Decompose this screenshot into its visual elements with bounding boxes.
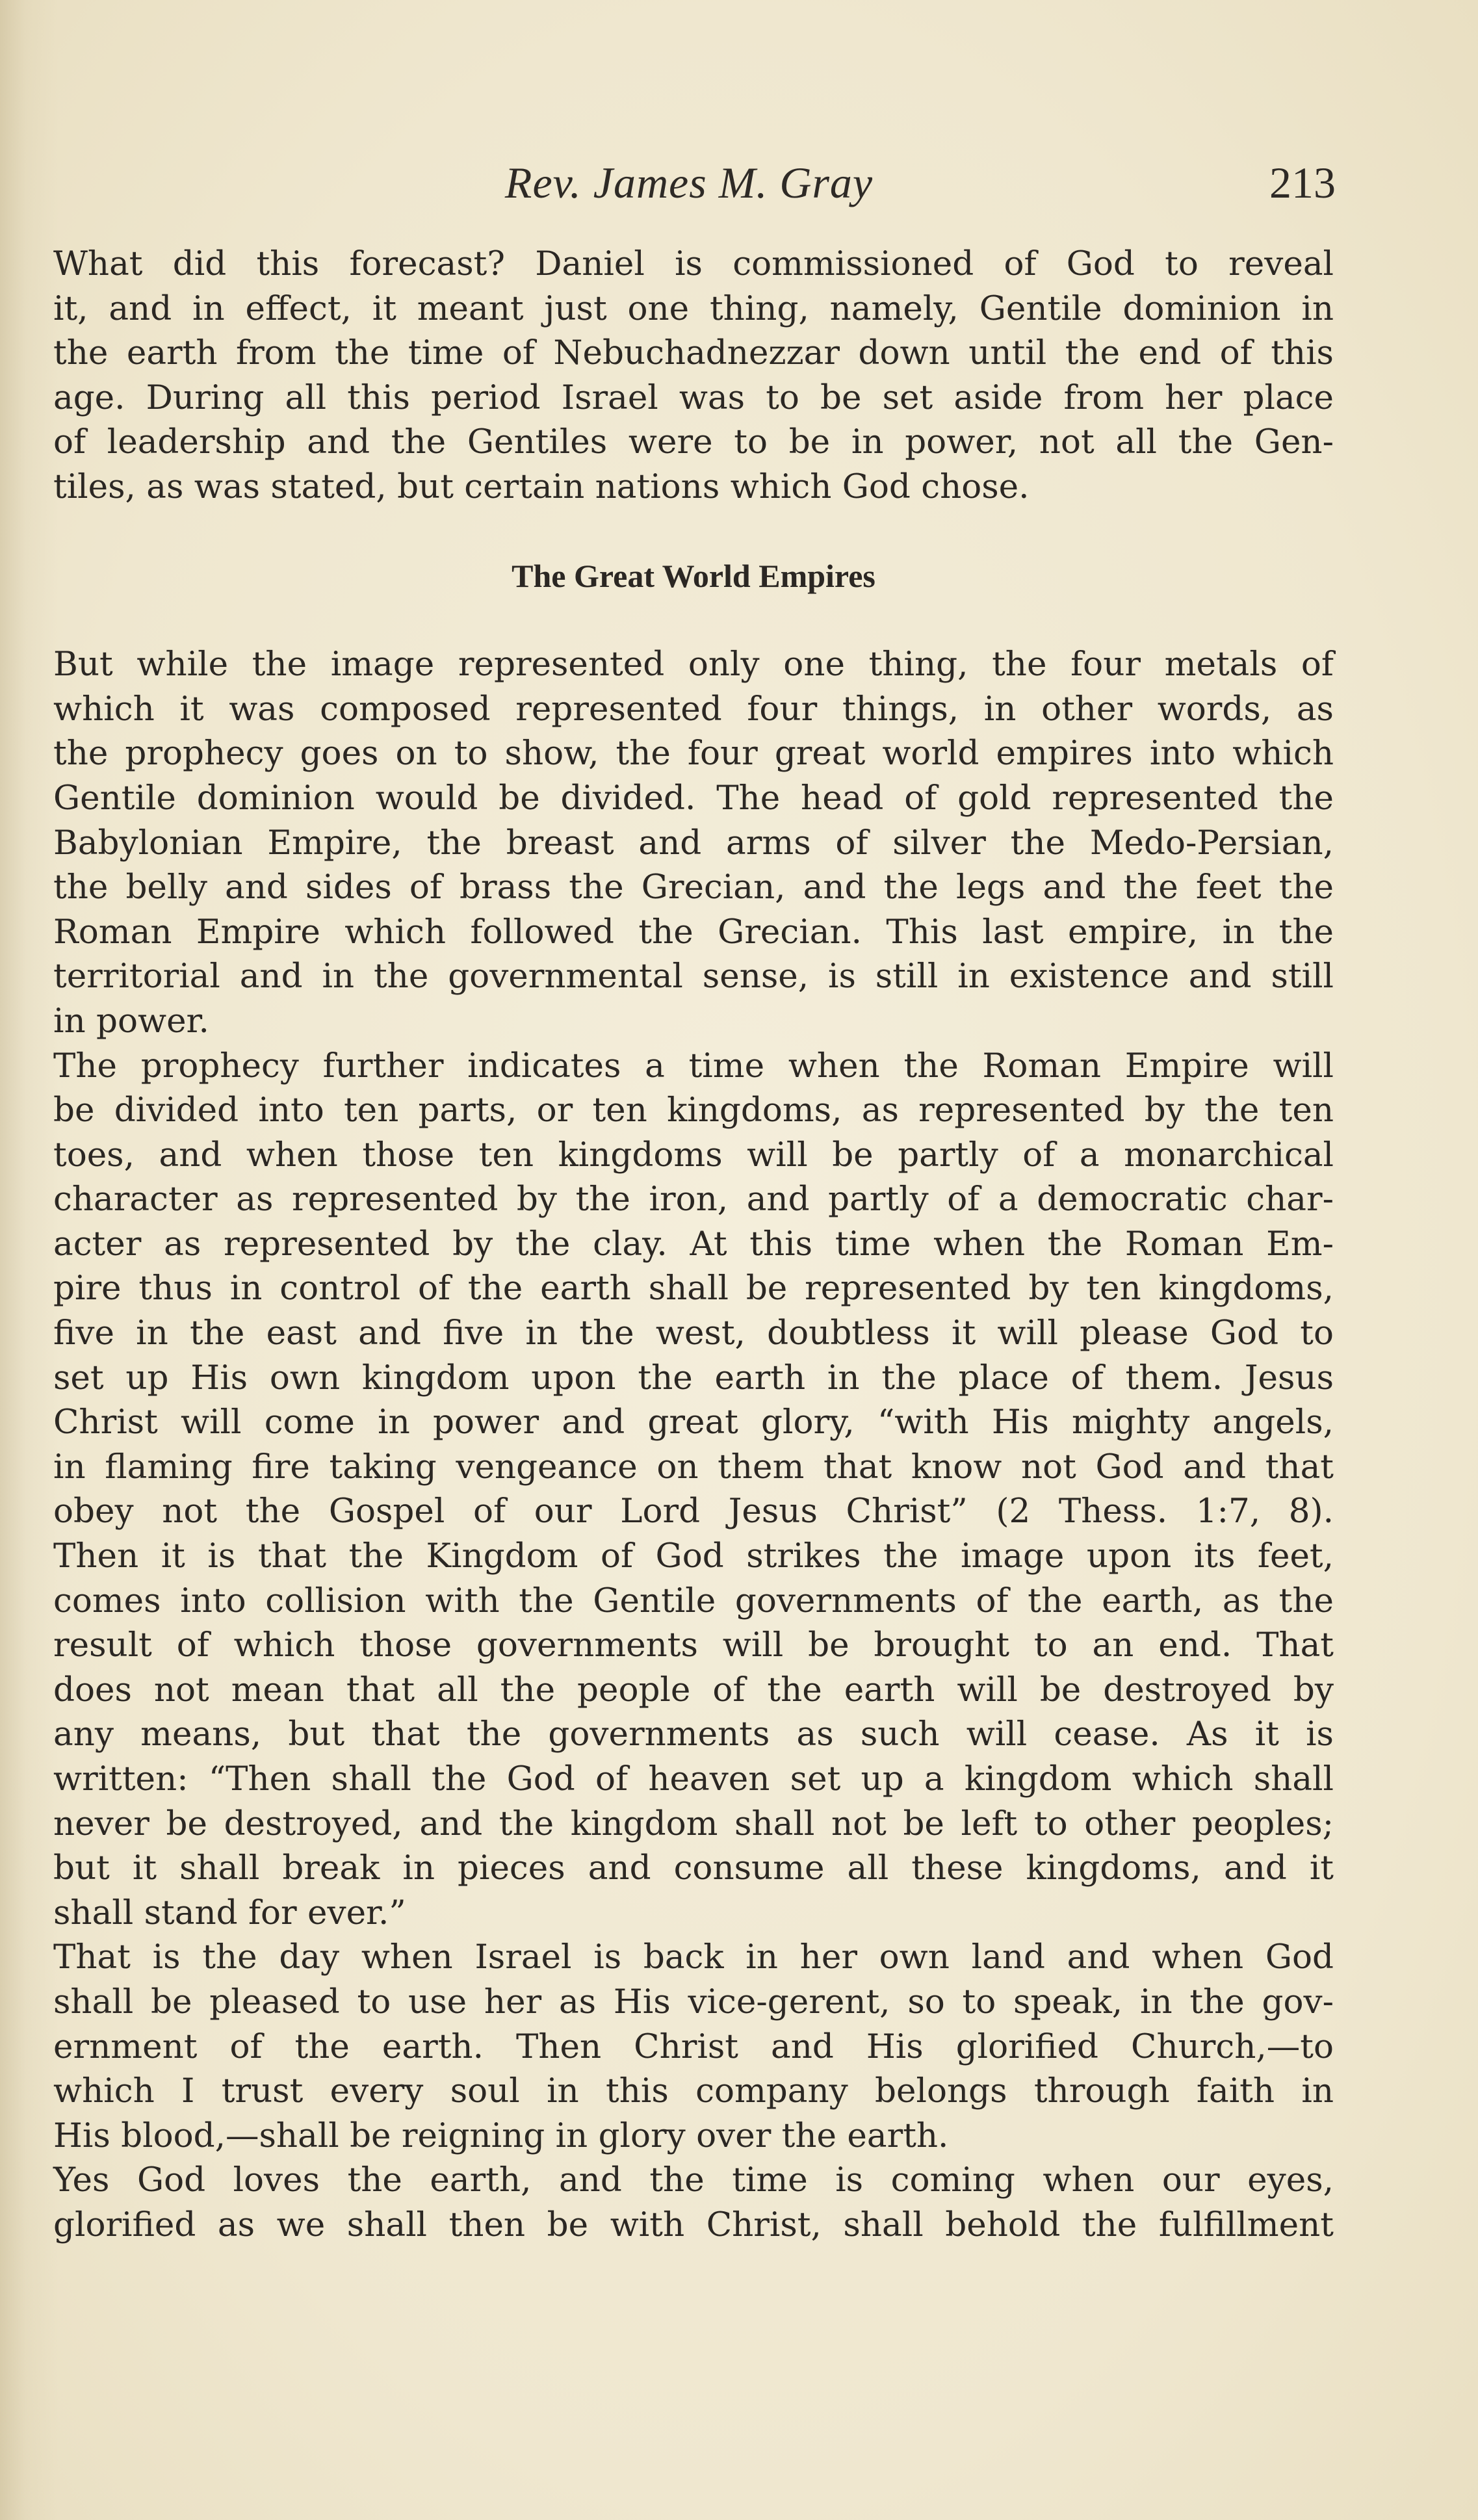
paragraph-5 (53, 2158, 1334, 2247)
text-line: Christ will come in power and great glory, “with His mighty angels, (53, 1403, 1334, 1442)
text-line: age. During all this period Israel was to be set aside from her place (53, 378, 1334, 417)
text-line: result of which those governments will be brought to an end. That (53, 1626, 1334, 1665)
text-line: any means, but that the governments as such will cease. As it is (53, 1715, 1334, 1754)
text-line: tiles, as was stated, but certain nations which God chose. (53, 467, 1030, 506)
paragraph-3 (53, 1044, 1334, 1936)
text-line: the belly and sides of brass the Grecian, and the legs and the feet the (53, 868, 1334, 907)
text-line: But while the image represented only one thing, the four metals of (53, 645, 1334, 684)
text-line: acter as represented by the clay. At this time when the Roman Em- (53, 1224, 1334, 1264)
paragraph-4 (53, 1935, 1334, 2158)
text-line: Yes God loves the earth, and the time is coming when our eyes, (53, 2161, 1334, 2200)
running-title: Rev. James M. Gray (504, 158, 874, 207)
text-line: in flaming fire taking vengeance on them that know not God and that (53, 1447, 1334, 1487)
paragraph-1 (53, 242, 1334, 510)
text-line: What did this forecast? Daniel is commissioned of God to reveal (53, 244, 1334, 283)
text-line: glorified as we shall then be with Christ, shall behold the fulfillment (53, 2205, 1334, 2244)
text-line: pire thus in control of the earth shall be represented by ten kingdoms, (53, 1269, 1334, 1308)
text-line: written: “Then shall the God of heaven set up a kingdom which shall (53, 1760, 1334, 1799)
text-line: but it shall break in pieces and consume all these kingdoms, and it (53, 1849, 1334, 1888)
text-line: does not mean that all the people of the earth will be destroyed by (53, 1670, 1334, 1709)
body-text (53, 242, 1334, 2248)
text-line: shall be pleased to use her as His vice-gerent, so to speak, in the gov- (53, 1982, 1334, 2021)
text-line: the prophecy goes on to show, the four great world empires into which (53, 734, 1334, 773)
text-line: The prophecy further indicates a time when the Roman Empire will (53, 1046, 1334, 1085)
text-line: toes, and when those ten kingdoms will be partly of a monarchical (53, 1135, 1334, 1175)
text-line: which it was composed represented four things, in other words, as (53, 689, 1334, 729)
text-line: which I trust every soul in this company belongs through faith in (53, 2072, 1334, 2111)
text-line: Babylonian Empire, the breast and arms of silver the Medo-Persian, (53, 823, 1334, 863)
text-line: five in the east and five in the west, doubtless it will please God to (53, 1314, 1334, 1353)
paragraph-2 (53, 642, 1334, 1043)
text-line: never be destroyed, and the kingdom shall not be left to other peoples; (53, 1804, 1334, 1843)
text-line: His blood,—shall be reigning in glory over the earth. (53, 2116, 949, 2155)
text-line: Then it is that the Kingdom of God strikes the image upon its feet, (53, 1537, 1334, 1576)
text-line: in power. (53, 1001, 209, 1041)
text-line: shall stand for ever.” (53, 1893, 406, 1932)
text-line: of leadership and the Gentiles were to be in power, not all the Gen- (53, 422, 1334, 462)
text-line: the earth from the time of Nebuchadnezzar down until the end of this (53, 333, 1334, 373)
text-line: obey not the Gospel of our Lord Jesus Christ” (2 Thess. 1:7, 8). (53, 1492, 1334, 1531)
text-line: comes into collision with the Gentile governments of the earth, as the (53, 1581, 1334, 1620)
running-head (0, 153, 1478, 212)
text-line: it, and in effect, it meant just one thing, namely, Gentile dominion in (53, 289, 1334, 328)
text-line: be divided into ten parts, or ten kingdoms, as represented by the ten (53, 1091, 1334, 1130)
text-line: set up His own kingdom upon the earth in the place of them. Jesus (53, 1358, 1334, 1397)
text-line: That is the day when Israel is back in her own land and when God (53, 1938, 1334, 1977)
text-line: character as represented by the iron, and partly of a democratic char- (53, 1180, 1334, 1219)
text-line: territorial and in the governmental sense, is still in existence and still (53, 957, 1334, 996)
page-number: 213 (1269, 158, 1336, 207)
text-line: Gentile dominion would be divided. The head of gold represented the (53, 778, 1334, 818)
section-heading: The Great World Empires (512, 557, 875, 594)
text-line: ernment of the earth. Then Christ and His glorified Church,—to (53, 2027, 1334, 2066)
text-line: Roman Empire which followed the Grecian. This last empire, in the (53, 912, 1334, 952)
